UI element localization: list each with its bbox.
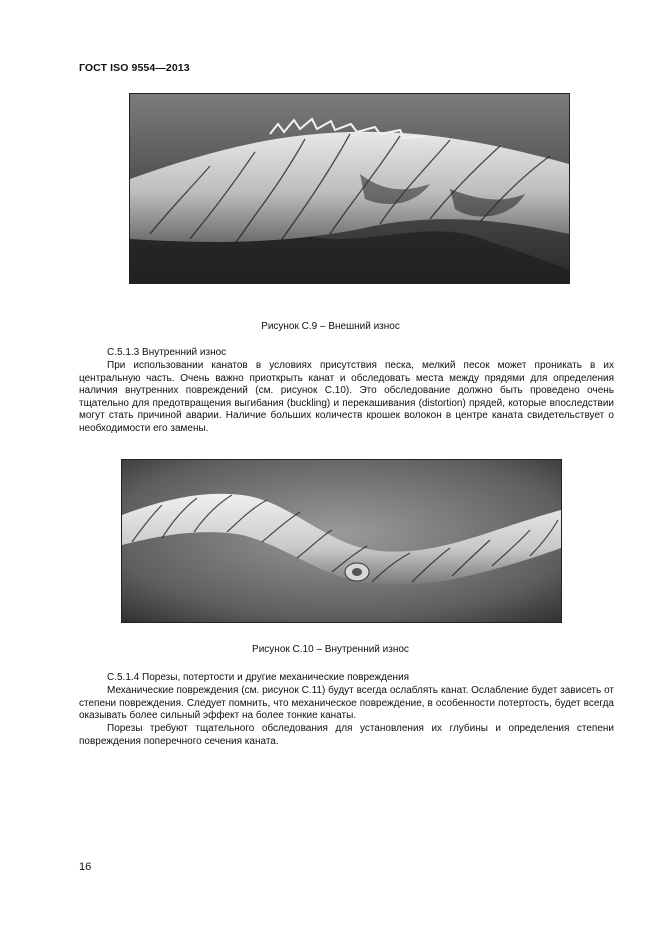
- section-c514-paragraph-2: [79, 723, 614, 748]
- section-c513-text: При использовании канатов в условиях присутствия песка, мелкий песок может проникать в их центральную часть. Очень важно приоткрыть канат и обследовать места между прядями для определения наличия внутренних повреждений (см. рисунок С.10). Это обследование должно быть проведено очень тщательно для предотвращения выгибания (buckling) и перекашивания (distortion) прядей, которые впоследствии могут стать причиной аварии. Наличие больших количеств крошек волокон в центре каната свидетельствует о необходимости его замены.: [79, 360, 614, 434]
- figure-10-caption: Рисунок С.10 – Внутренний износ: [252, 644, 409, 655]
- section-c514-title: С.5.1.4 Порезы, потертости и другие механические повреждения: [107, 672, 410, 683]
- figure-internal-wear-photo: [121, 459, 562, 623]
- section-c513-paragraph: [79, 360, 614, 436]
- page-number: 16: [79, 861, 92, 873]
- document-header: ГОСТ ISO 9554—2013: [79, 62, 190, 74]
- section-c514-paragraph-1: [79, 685, 614, 723]
- figure-9-caption: Рисунок С.9 – Внешний износ: [261, 321, 400, 332]
- section-c514-text-1: Механические повреждения (см. рисунок С.11) будут всегда ослаблять канат. Ослабление будет зависеть от степени повреждения. Следует помнить, что механическое повреждение, в особенности потертость, будет всегда оказывать более сильный эффект на более тонкие канаты.: [79, 685, 614, 722]
- section-c513-title: С.5.1.3 Внутренний износ: [107, 347, 227, 358]
- rope-photo-internal: [122, 460, 561, 622]
- figure-external-wear-photo: [129, 93, 570, 284]
- section-c514-text-2: Порезы требуют тщательного обследования для установления их глубины и определения степени повреждения поперечного сечения каната.: [79, 723, 614, 747]
- rope-photo-external: [130, 94, 569, 283]
